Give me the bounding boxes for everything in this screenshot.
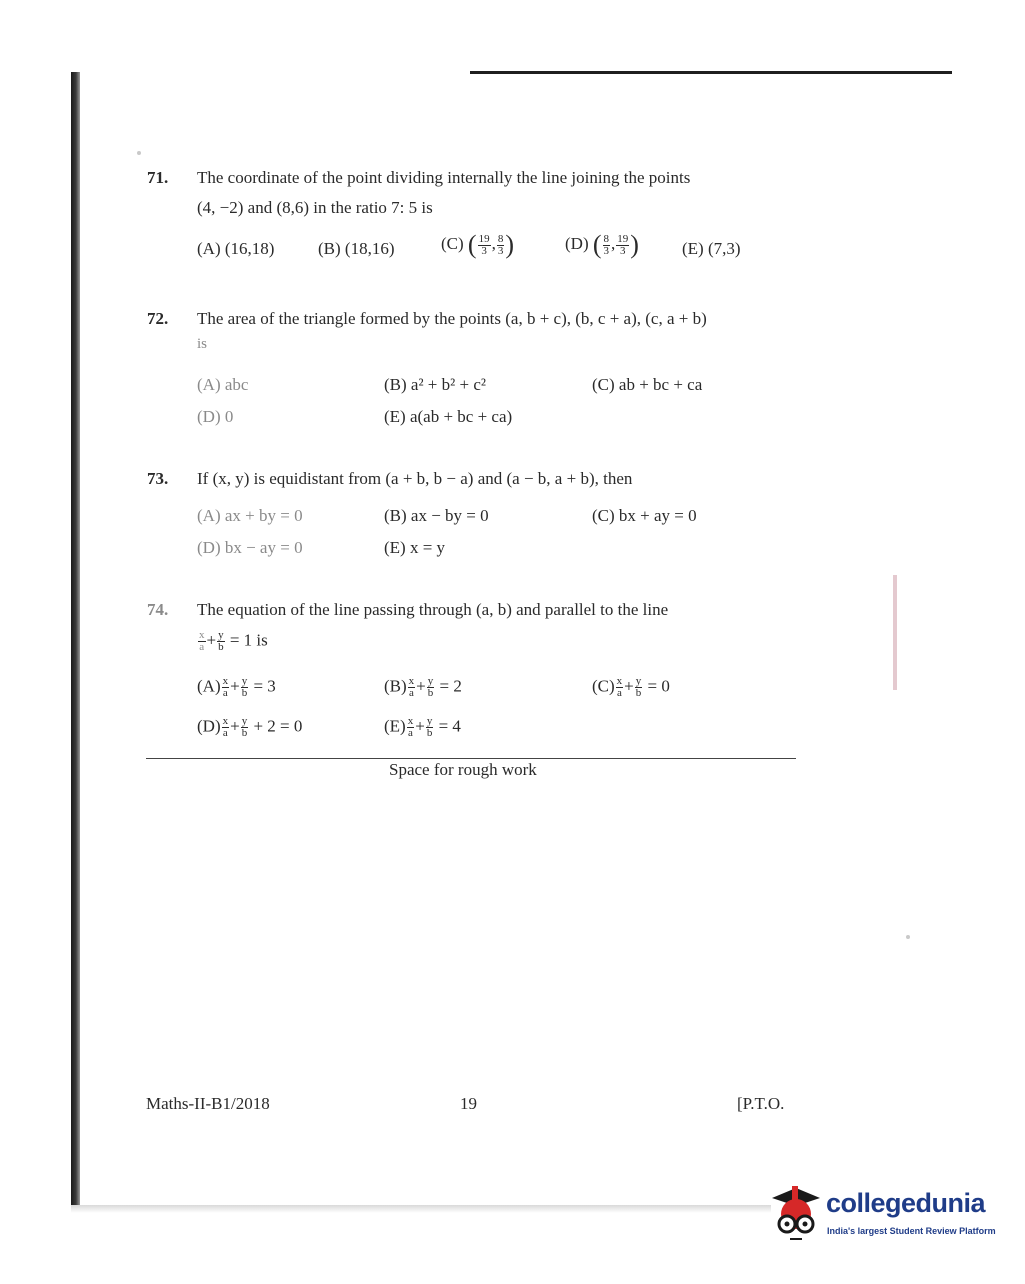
option-c: (C) bx + ay = 0: [592, 506, 697, 525]
option-e: (E) x = y: [384, 538, 446, 557]
question-text: [197, 595, 794, 625]
question-text-line: is: [197, 336, 208, 352]
option-d: (D) $\frac{x}{a}$ + $\frac{y}{b}$ + 2 = 0: [197, 715, 303, 739]
collegedunia-logo: [766, 1180, 996, 1250]
speck: [137, 151, 141, 155]
fraction: $\frac{8}{3}$: [603, 232, 610, 257]
option-d: (D) bx − ay = 0: [197, 538, 303, 557]
option-c: (C) $\frac{x}{a}$ + $\frac{y}{b}$ = 0: [592, 675, 670, 699]
fraction: $\frac{8}{3}$: [497, 232, 504, 257]
option-d: (D) 0: [197, 407, 234, 426]
question-text: [197, 304, 794, 354]
paper-bottom-shade: [71, 1205, 771, 1213]
logo-tagline: India's largest Student Review Platform: [827, 1226, 996, 1236]
question-text-line: If (x, y) is equidistant from (a + b, b − a) and (a − b, a + b), then: [197, 469, 633, 488]
speck: [906, 935, 910, 939]
question-text-line: The area of the triangle formed by the points (a, b + c), (b, c + a), (c, a + b): [197, 309, 707, 328]
paper-edge-right: [893, 575, 897, 690]
question-text: [197, 163, 794, 223]
question-text-line: The equation of the line passing through (a, b) and parallel to the line: [197, 600, 669, 619]
paper-edge-left: [71, 72, 80, 1212]
divider: [146, 758, 796, 759]
question-text: [197, 464, 794, 494]
option-label: (C): [441, 233, 464, 253]
rough-work-label: Space for rough work: [389, 760, 537, 779]
paper-edge-top: [470, 71, 952, 74]
option-a: (A) $\frac{x}{a}$ + $\frac{y}{b}$ = 3: [197, 675, 276, 699]
option-c: (C) ab + bc + ca: [592, 375, 703, 394]
fraction: $\frac{19}{3}$: [478, 232, 490, 257]
option-e: (E) $\frac{x}{a}$ + $\frac{y}{b}$ = 4: [384, 715, 461, 739]
option-d: (D) ( $\frac{8}{3}$ , $\frac{19}{3}$ ): [565, 230, 639, 259]
question-text-line: (4, −2) and (8,6) in the ratio 7: 5 is: [197, 198, 433, 217]
question-text-line: The coordinate of the point dividing internally the line joining the points: [197, 168, 691, 187]
question-number: 74.: [147, 600, 169, 619]
option-b: (B) a² + b² + c²: [384, 375, 486, 394]
mascot-icon: [766, 1180, 824, 1246]
option-c: (C) ( $\frac{19}{3}$ , $\frac{8}{3}$ ): [441, 230, 515, 259]
option-a: (A) (16,18): [197, 239, 275, 258]
logo-wordmark: collegedunia: [826, 1188, 986, 1218]
question-number: 72.: [147, 309, 169, 328]
question-number: 73.: [147, 469, 169, 488]
option-a: (A) abc: [197, 375, 249, 394]
page-number: 19: [460, 1094, 477, 1113]
option-e: (E) a(ab + bc + ca): [384, 407, 513, 426]
option-b: (B) (18,16): [318, 239, 395, 258]
option-label: (D): [565, 233, 589, 253]
option-e: (E) (7,3): [682, 239, 741, 258]
fraction: $\frac{19}{3}$: [617, 232, 629, 257]
option-b: (B) $\frac{x}{a}$ + $\frac{y}{b}$ = 2: [384, 675, 462, 699]
option-b: (B) ax − by = 0: [384, 506, 489, 525]
question-text-line-2: $\frac{x}{a}$ + $\frac{y}{b}$ = 1 is: [199, 629, 268, 653]
pto-label: [P.T.O.: [737, 1094, 785, 1113]
option-a: (A) ax + by = 0: [197, 506, 303, 525]
paper-code: Maths-II-B1/2018: [146, 1094, 270, 1113]
question-number: 71.: [147, 168, 169, 187]
